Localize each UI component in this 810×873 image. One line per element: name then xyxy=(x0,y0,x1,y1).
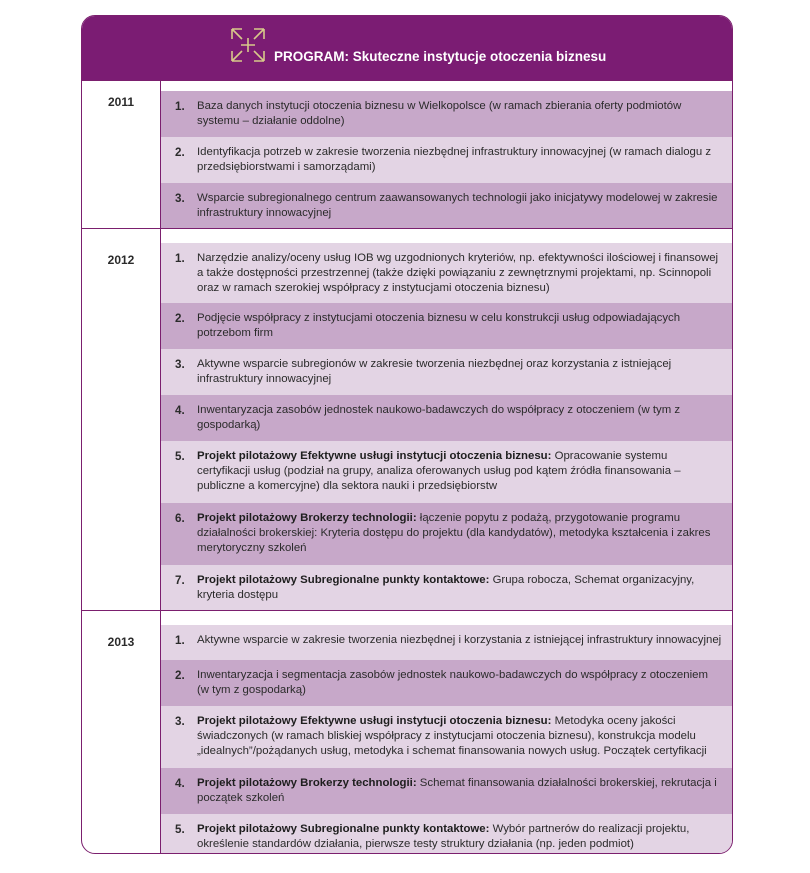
item-number: 5. xyxy=(175,450,185,463)
item-text: Wsparcie subregionalnego centrum zaawansowanych technologii jako inicjatywy modelowej w zakresie infrastruktury innowacyjnej xyxy=(197,192,718,219)
year-label: 2012 xyxy=(107,253,135,267)
year-section-2013 xyxy=(82,610,732,854)
item-text: Projekt pilotażowy Brokerzy technologii: łączenie popytu z podażą, przygotowanie programu działalności brokerskiej: Kryteria dostępu do projektu (dla kandydatów), metodyka kształcenia i zakres merytoryczny szkoleń xyxy=(197,512,711,554)
year-label: 2013 xyxy=(107,635,135,649)
program-table xyxy=(81,15,733,854)
item-number: 1. xyxy=(175,252,185,265)
year-section-2012 xyxy=(82,228,732,610)
item-number: 3. xyxy=(175,358,185,371)
item-number: 5. xyxy=(175,823,185,836)
item-number: 6. xyxy=(175,512,185,525)
item-text: Projekt pilotażowy Efektywne usługi instytucji otoczenia biznesu: Opracowanie systemu certyfikacji usług (podział na grupy, analiza oferowanych usług pod kątem źródła finansowania – publiczne a komercyjne) dla sektora nauki i przedsiębiorstw xyxy=(197,450,681,492)
item-text: Aktywne wsparcie w zakresie tworzenia niezbędnej i korzystania z istniejącej infrastruktury innowacyjnej xyxy=(197,634,722,646)
item-text: Inwentaryzacja i segmentacja zasobów jednostek naukowo-badawczych do współpracy z otoczeniem (w tym z gospodarką) xyxy=(197,669,708,696)
item-number: 1. xyxy=(175,634,185,647)
list-item xyxy=(161,706,732,768)
list-item xyxy=(161,441,732,503)
program-header xyxy=(82,16,732,80)
item-text: Projekt pilotażowy Brokerzy technologii: Schemat finansowania działalności brokerskiej, rekrutacja i początek szkoleń xyxy=(197,777,717,804)
program-logo-icon xyxy=(229,26,267,64)
list-item xyxy=(161,565,732,611)
list-item xyxy=(161,243,732,303)
item-text: Projekt pilotażowy Subregionalne punkty kontaktowe: Wybór partnerów do realizacji projektu, określenie standardów działania, pierwsze testy struktury działania (np. jeden podmiot) xyxy=(197,823,690,850)
list-item xyxy=(161,814,732,854)
year-label: 2011 xyxy=(107,95,135,109)
list-item xyxy=(161,625,732,660)
item-text: Projekt pilotażowy Efektywne usługi instytucji otoczenia biznesu: Metodyka oceny jakości świadczonych (w ramach bliskiej współpracy z instytucjami otoczenia biznesu), konstrukcja modelu „idealnych”/pożądanych usług, metodyka i schemat finansowania nowych usług. Początek certyfikacji xyxy=(197,715,707,757)
item-number: 7. xyxy=(175,574,185,587)
item-number: 1. xyxy=(175,100,185,113)
item-number: 2. xyxy=(175,146,185,159)
list-item xyxy=(161,303,732,349)
item-number: 2. xyxy=(175,669,185,682)
list-item xyxy=(161,137,732,183)
item-text: Inwentaryzacja zasobów jednostek naukowo-badawczych do współpracy z otoczeniem (w tym z gospodarką) xyxy=(197,404,681,431)
list-item xyxy=(161,660,732,706)
list-item xyxy=(161,349,732,395)
item-text: Aktywne wsparcie subregionów w zakresie tworzenia niezbędnej oraz korzystania z istniejącej infrastruktury innowacyjnej xyxy=(197,358,672,385)
item-number: 2. xyxy=(175,312,185,325)
item-text: Narzędzie analizy/oceny usług IOB wg uzgodnionych kryteriów, np. efektywności ilościowej i finansowej a także dostępności przestrzennej (także dzięki powiązaniu z zewnętrznymi projektami, np. Scinnopoli oraz w ramach szerokiej współpracy z instytucjami otoczenia biznesu) xyxy=(197,252,719,294)
item-text: Projekt pilotażowy Subregionalne punkty kontaktowe: Grupa robocza, Schemat organizacyjny, kryteria dostępu xyxy=(197,574,695,601)
list-item xyxy=(161,768,732,814)
year-section-2011 xyxy=(82,80,732,228)
list-item xyxy=(161,395,732,441)
list-item xyxy=(161,91,732,137)
list-item xyxy=(161,503,732,565)
list-item xyxy=(161,183,732,229)
item-text: Podjęcie współpracy z instytucjami otoczenia biznesu w celu konstrukcji usług odpowiadających potrzebom firm xyxy=(197,312,681,339)
item-number: 3. xyxy=(175,192,185,205)
item-number: 3. xyxy=(175,715,185,728)
program-title: PROGRAM: Skuteczne instytucje otoczenia biznesu xyxy=(274,49,607,64)
item-number: 4. xyxy=(175,777,185,790)
item-text: Baza danych instytucji otoczenia biznesu w Wielkopolsce (w ramach zbierania oferty podmiotów systemu – działanie oddolne) xyxy=(197,100,682,127)
item-text: Identyfikacja potrzeb w zakresie tworzenia niezbędnej infrastruktury innowacyjnej (w ramach dialogu z przedsiębiorstwami i samorządami) xyxy=(197,146,712,173)
item-number: 4. xyxy=(175,404,185,417)
